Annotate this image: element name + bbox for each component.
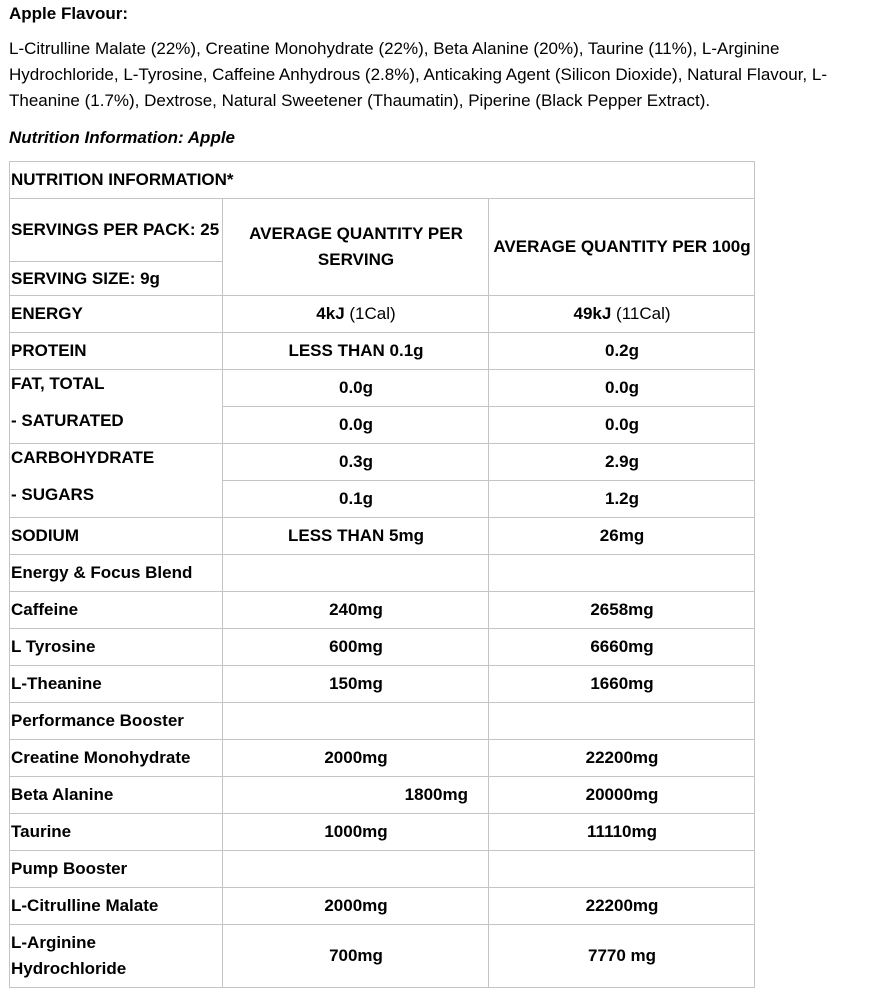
- table-header-row: [10, 199, 755, 262]
- row-label: Pump Booster: [10, 851, 223, 888]
- row-per-serving: 0.0g: [223, 407, 489, 444]
- table-row: [10, 555, 755, 592]
- row-per-serving: 700mg: [223, 925, 489, 988]
- row-per-100g: [489, 703, 755, 740]
- table-row: [10, 592, 755, 629]
- energy-per-serving: [223, 296, 489, 333]
- row-label: FAT, TOTAL: [11, 374, 105, 393]
- table-title-row: [10, 162, 755, 199]
- energy-per100-kj: 49kJ: [573, 304, 612, 323]
- row-per-serving: [223, 851, 489, 888]
- row-label: L Tyrosine: [10, 629, 223, 666]
- row-per-100g: 0.0g: [489, 407, 755, 444]
- row-per-100g: [489, 555, 755, 592]
- row-per-serving: [223, 555, 489, 592]
- table-row: [10, 444, 755, 481]
- table-row: [10, 740, 755, 777]
- row-label: Beta Alanine: [10, 777, 223, 814]
- ingredients-list: L-Citrulline Malate (22%), Creatine Monohydrate (22%), Beta Alanine (20%), Taurine (11%), L-Arginine Hydrochloride, L-Tyrosine, Caffeine Anhydrous (2.8%), Anticaking Agent (Silicon Dioxide), Natural Flavour, L-Theanine (1.7%), Dextrose, Natural Sweetener (Thaumatin), Piperine (Black Pepper Extract).: [9, 39, 827, 110]
- row-per-100g: [489, 851, 755, 888]
- row-per-100g: 0.2g: [489, 333, 755, 370]
- row-label: Creatine Monohydrate: [10, 740, 223, 777]
- row-per-100g: 1.2g: [489, 481, 755, 518]
- table-title: NUTRITION INFORMATION*: [10, 162, 755, 199]
- row-per-100g: 2.9g: [489, 444, 755, 481]
- row-per-100g: 0.0g: [489, 370, 755, 407]
- row-per-100g: 26mg: [489, 518, 755, 555]
- row-per-100g: 6660mg: [489, 629, 755, 666]
- nutrition-table: [9, 161, 755, 988]
- table-row: [10, 851, 755, 888]
- table-row: [10, 629, 755, 666]
- table-row: [10, 518, 755, 555]
- row-per-serving: [223, 703, 489, 740]
- serving-size: SERVING SIZE: 9g: [10, 262, 223, 296]
- row-label: Energy & Focus Blend: [10, 555, 223, 592]
- row-per-serving: 0.0g: [223, 370, 489, 407]
- row-per-100g: 20000mg: [489, 777, 755, 814]
- row-label: L-Theanine: [10, 666, 223, 703]
- row-label: CARBOHYDRATE: [11, 448, 155, 467]
- row-per-serving: 1000mg: [223, 814, 489, 851]
- nutrition-subheading: Nutrition Information: Apple: [9, 128, 236, 147]
- row-label: ENERGY: [10, 296, 223, 333]
- row-label: Taurine: [10, 814, 223, 851]
- row-label: L-Citrulline Malate: [10, 888, 223, 925]
- row-per-100g: 2658mg: [489, 592, 755, 629]
- row-label: - SUGARS: [11, 485, 95, 504]
- row-label-group: [10, 370, 223, 444]
- row-per-100g: 7770 mg: [489, 925, 755, 988]
- row-per-serving: LESS THAN 5mg: [223, 518, 489, 555]
- row-per-serving: 150mg: [223, 666, 489, 703]
- row-label: L-Arginine Hydrochloride: [10, 925, 223, 988]
- row-label: PROTEIN: [10, 333, 223, 370]
- table-row: [10, 666, 755, 703]
- table-row: [10, 703, 755, 740]
- flavour-heading: Apple Flavour:: [9, 4, 129, 23]
- table-row: [10, 888, 755, 925]
- table-row: [10, 370, 755, 407]
- energy-serving-cal: (1Cal): [344, 304, 396, 323]
- table-row: [10, 925, 755, 988]
- table-row: [10, 814, 755, 851]
- table-row: [10, 777, 755, 814]
- row-per-serving: 1800mg: [223, 777, 489, 814]
- row-label: - SATURATED: [11, 411, 124, 430]
- servings-per-pack: SERVINGS PER PACK: 25: [10, 199, 223, 262]
- col-header-per-serving: AVERAGE QUANTITY PER SERVING: [223, 199, 489, 296]
- row-per-serving: 0.3g: [223, 444, 489, 481]
- row-per-100g: 1660mg: [489, 666, 755, 703]
- row-per-serving: 2000mg: [223, 888, 489, 925]
- row-label: SODIUM: [10, 518, 223, 555]
- row-per-100g: 11110mg: [489, 814, 755, 851]
- energy-per-100g: [489, 296, 755, 333]
- row-per-100g: 22200mg: [489, 888, 755, 925]
- col-header-per-100g: AVERAGE QUANTITY PER 100g: [489, 199, 755, 296]
- table-row: [10, 296, 755, 333]
- row-per-serving: LESS THAN 0.1g: [223, 333, 489, 370]
- row-label: Caffeine: [10, 592, 223, 629]
- energy-serving-kj: 4kJ: [316, 304, 345, 323]
- row-label-group: [10, 444, 223, 518]
- row-per-serving: 240mg: [223, 592, 489, 629]
- row-per-serving: 0.1g: [223, 481, 489, 518]
- table-row: [10, 333, 755, 370]
- row-per-100g: 22200mg: [489, 740, 755, 777]
- row-label: Performance Booster: [10, 703, 223, 740]
- energy-per100-cal: (11Cal): [611, 304, 671, 323]
- row-per-serving: 600mg: [223, 629, 489, 666]
- row-per-serving: 2000mg: [223, 740, 489, 777]
